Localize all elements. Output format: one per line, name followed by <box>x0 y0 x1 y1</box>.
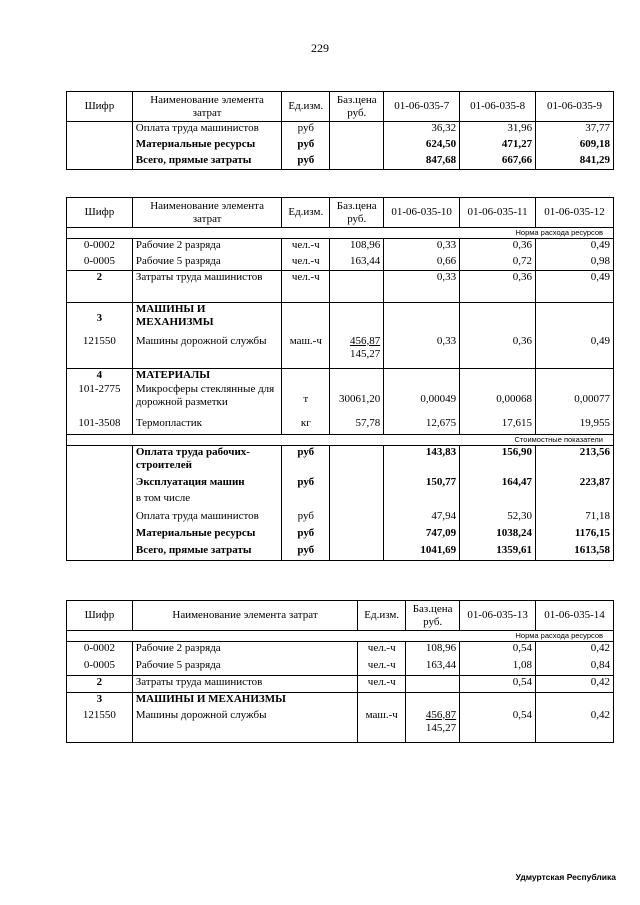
row-unit: руб <box>282 138 330 154</box>
header-col-1: 01-06-035-7 <box>384 92 460 122</box>
row-name: Рабочие 5 разряда <box>132 255 281 271</box>
row-value: 19,955 <box>536 417 614 435</box>
table-row <box>67 659 614 676</box>
row-value: 0,84 <box>536 659 614 676</box>
header-col-1: 01-06-035-10 <box>384 198 460 228</box>
row-code: 0-0002 <box>67 239 133 255</box>
row-value: 1,08 <box>460 659 536 676</box>
row-name: Оплата труда машинистов <box>132 510 281 527</box>
row-name: Машины дорожной службы <box>132 335 281 369</box>
row-unit: руб <box>282 510 330 527</box>
header-col-2: 01-06-035-11 <box>460 198 536 228</box>
row-name: Микросферы стеклянные для дорожной разметки <box>132 383 281 417</box>
row-value: 47,94 <box>384 510 460 527</box>
table-row <box>67 676 614 693</box>
cost-table-3 <box>66 600 614 743</box>
table-row <box>67 154 614 170</box>
row-price-secondary: 145,27 <box>425 721 457 734</box>
row-unit: руб <box>282 122 330 138</box>
row-code: 0-0005 <box>67 659 133 676</box>
section-code: 4 <box>67 369 133 383</box>
row-price-secondary: 145,27 <box>349 347 381 360</box>
row-value: 0,49 <box>536 271 614 303</box>
row-value: 0,42 <box>536 642 614 659</box>
row-name: Рабочие 2 разряда <box>132 642 357 659</box>
row-value: 0,49 <box>536 239 614 255</box>
row-value: 0,00049 <box>384 383 460 417</box>
header-col-3: 01-06-035-12 <box>536 198 614 228</box>
table-row <box>67 383 614 417</box>
row-value: 150,77 <box>384 476 460 492</box>
header-col-3: 01-06-035-9 <box>536 92 614 122</box>
header-col-2: 01-06-035-14 <box>536 601 614 631</box>
header-price: Баз.цена руб. <box>330 92 384 122</box>
cost-label: Стоимостные показатели <box>67 435 614 446</box>
table-row <box>67 271 614 303</box>
row-value: 471,27 <box>460 138 536 154</box>
row-name: Всего, прямые затраты <box>132 544 281 561</box>
table-row <box>67 492 614 510</box>
row-value: 1359,61 <box>460 544 536 561</box>
row-unit: маш.-ч <box>358 709 406 743</box>
header-col-1: 01-06-035-13 <box>460 601 536 631</box>
row-value: 0,33 <box>384 271 460 303</box>
cost-table-2 <box>66 197 614 561</box>
row-name: Затраты труда машинистов <box>132 271 281 303</box>
row-name: Оплата труда рабочих-строителей <box>132 446 281 476</box>
table-row <box>67 446 614 476</box>
section-row <box>67 693 614 709</box>
row-value: 0,49 <box>536 335 614 369</box>
row-price: 163,44 <box>406 659 460 676</box>
section-row <box>67 369 614 383</box>
row-name: Эксплуатация машин <box>132 476 281 492</box>
row-value: 223,87 <box>536 476 614 492</box>
row-value: 213,56 <box>536 446 614 476</box>
row-unit: чел.-ч <box>282 271 330 303</box>
header-unit: Ед.изм. <box>282 198 330 228</box>
row-name: Материальные ресурсы <box>132 138 282 154</box>
row-value: 0,54 <box>460 676 536 693</box>
row-value: 0,33 <box>384 239 460 255</box>
row-unit: руб <box>282 446 330 476</box>
row-unit: т <box>282 383 330 417</box>
row-value: 0,33 <box>384 335 460 369</box>
row-unit: руб <box>282 154 330 170</box>
cost-table-1 <box>66 91 614 170</box>
row-name: Термопластик <box>132 417 281 435</box>
row-code: 2 <box>67 271 133 303</box>
row-value: 1613,58 <box>536 544 614 561</box>
header-code: Шифр <box>67 198 133 228</box>
row-value: 847,68 <box>384 154 460 170</box>
row-price: 30061,20 <box>330 383 384 417</box>
row-name: Рабочие 5 разряда <box>132 659 357 676</box>
row-value: 1038,24 <box>460 527 536 544</box>
row-value: 0,72 <box>460 255 536 271</box>
row-value: 0,54 <box>460 642 536 659</box>
row-unit: кг <box>282 417 330 435</box>
row-value: 0,36 <box>460 335 536 369</box>
row-code: 101-2775 <box>67 383 133 417</box>
row-code: 121550 <box>67 335 133 369</box>
row-code: 0-0005 <box>67 255 133 271</box>
row-name: Рабочие 2 разряда <box>132 239 281 255</box>
page-number: 229 <box>311 41 329 55</box>
row-price: 456,87 <box>349 334 381 347</box>
row-unit: чел.-ч <box>358 659 406 676</box>
row-price: 108,96 <box>406 642 460 659</box>
table-row <box>67 255 614 271</box>
row-code: 101-3508 <box>67 417 133 435</box>
section-title: МАШИНЫ И МЕХАНИЗМЫ <box>132 693 357 709</box>
row-value: 12,675 <box>384 417 460 435</box>
section-code: 3 <box>67 303 133 335</box>
table-row <box>67 476 614 492</box>
row-value: 0,42 <box>536 676 614 693</box>
row-value: 1176,15 <box>536 527 614 544</box>
table-row <box>67 138 614 154</box>
row-value: 156,90 <box>460 446 536 476</box>
row-value: 0,98 <box>536 255 614 271</box>
section-code: 3 <box>67 693 133 709</box>
header-code: Шифр <box>67 601 133 631</box>
table-row <box>67 527 614 544</box>
section-title: МАШИНЫ И МЕХАНИЗМЫ <box>132 303 281 335</box>
header-price: Баз.цена руб. <box>406 601 460 631</box>
row-value: 0,00068 <box>460 383 536 417</box>
row-unit: чел.-ч <box>358 642 406 659</box>
row-value: 0,42 <box>536 709 614 743</box>
row-name: Материальные ресурсы <box>132 527 281 544</box>
header-name: Наименование элемента затрат <box>132 198 281 228</box>
row-code: 121550 <box>67 709 133 743</box>
row-unit: чел.-ч <box>282 255 330 271</box>
header-unit: Ед.изм. <box>282 92 330 122</box>
row-unit: руб <box>282 544 330 561</box>
row-name: Оплата труда машинистов <box>132 122 282 138</box>
footer-region: Удмуртская Республика <box>515 872 616 882</box>
row-value: 37,77 <box>536 122 614 138</box>
row-value: 667,66 <box>460 154 536 170</box>
row-unit: руб <box>282 476 330 492</box>
row-name: Затраты труда машинистов <box>132 676 357 693</box>
header-code: Шифр <box>67 92 133 122</box>
row-price: 163,44 <box>330 255 384 271</box>
row-value: 609,18 <box>536 138 614 154</box>
row-unit: чел.-ч <box>282 239 330 255</box>
row-name: в том числе <box>132 492 281 510</box>
row-name: Всего, прямые затраты <box>132 154 282 170</box>
row-price: 456,87 <box>425 708 457 721</box>
row-value: 17,615 <box>460 417 536 435</box>
row-unit: маш.-ч <box>282 335 330 369</box>
norm-label: Норма расхода ресурсов <box>67 631 614 642</box>
table-row <box>67 239 614 255</box>
row-code: 0-0002 <box>67 642 133 659</box>
header-price: Баз.цена руб. <box>330 198 384 228</box>
row-name: Машины дорожной службы <box>132 709 357 743</box>
row-value: 71,18 <box>536 510 614 527</box>
row-value: 841,29 <box>536 154 614 170</box>
row-value: 0,36 <box>460 271 536 303</box>
row-value: 0,66 <box>384 255 460 271</box>
norm-label: Норма расхода ресурсов <box>67 228 614 239</box>
table-row <box>67 122 614 138</box>
row-value: 0,36 <box>460 239 536 255</box>
section-title: МАТЕРИАЛЫ <box>132 369 281 383</box>
header-col-2: 01-06-035-8 <box>460 92 536 122</box>
row-unit: чел.-ч <box>358 676 406 693</box>
table-row <box>67 335 614 369</box>
header-name: Наименование элемента затрат <box>132 92 282 122</box>
row-value: 1041,69 <box>384 544 460 561</box>
section-row <box>67 303 614 335</box>
row-value: 164,47 <box>460 476 536 492</box>
row-value: 52,30 <box>460 510 536 527</box>
row-value: 36,32 <box>384 122 460 138</box>
table-row <box>67 417 614 435</box>
table-row <box>67 510 614 527</box>
row-value: 0,00077 <box>536 383 614 417</box>
header-unit: Ед.изм. <box>358 601 406 631</box>
table-row <box>67 544 614 561</box>
row-value: 143,83 <box>384 446 460 476</box>
row-price: 57,78 <box>330 417 384 435</box>
table-row <box>67 709 614 743</box>
header-name: Наименование элемента затрат <box>132 601 357 631</box>
row-value: 0,54 <box>460 709 536 743</box>
row-value: 747,09 <box>384 527 460 544</box>
row-price: 108,96 <box>330 239 384 255</box>
row-code: 2 <box>67 676 133 693</box>
row-value: 31,96 <box>460 122 536 138</box>
row-value: 624,50 <box>384 138 460 154</box>
table-row <box>67 642 614 659</box>
row-unit: руб <box>282 527 330 544</box>
